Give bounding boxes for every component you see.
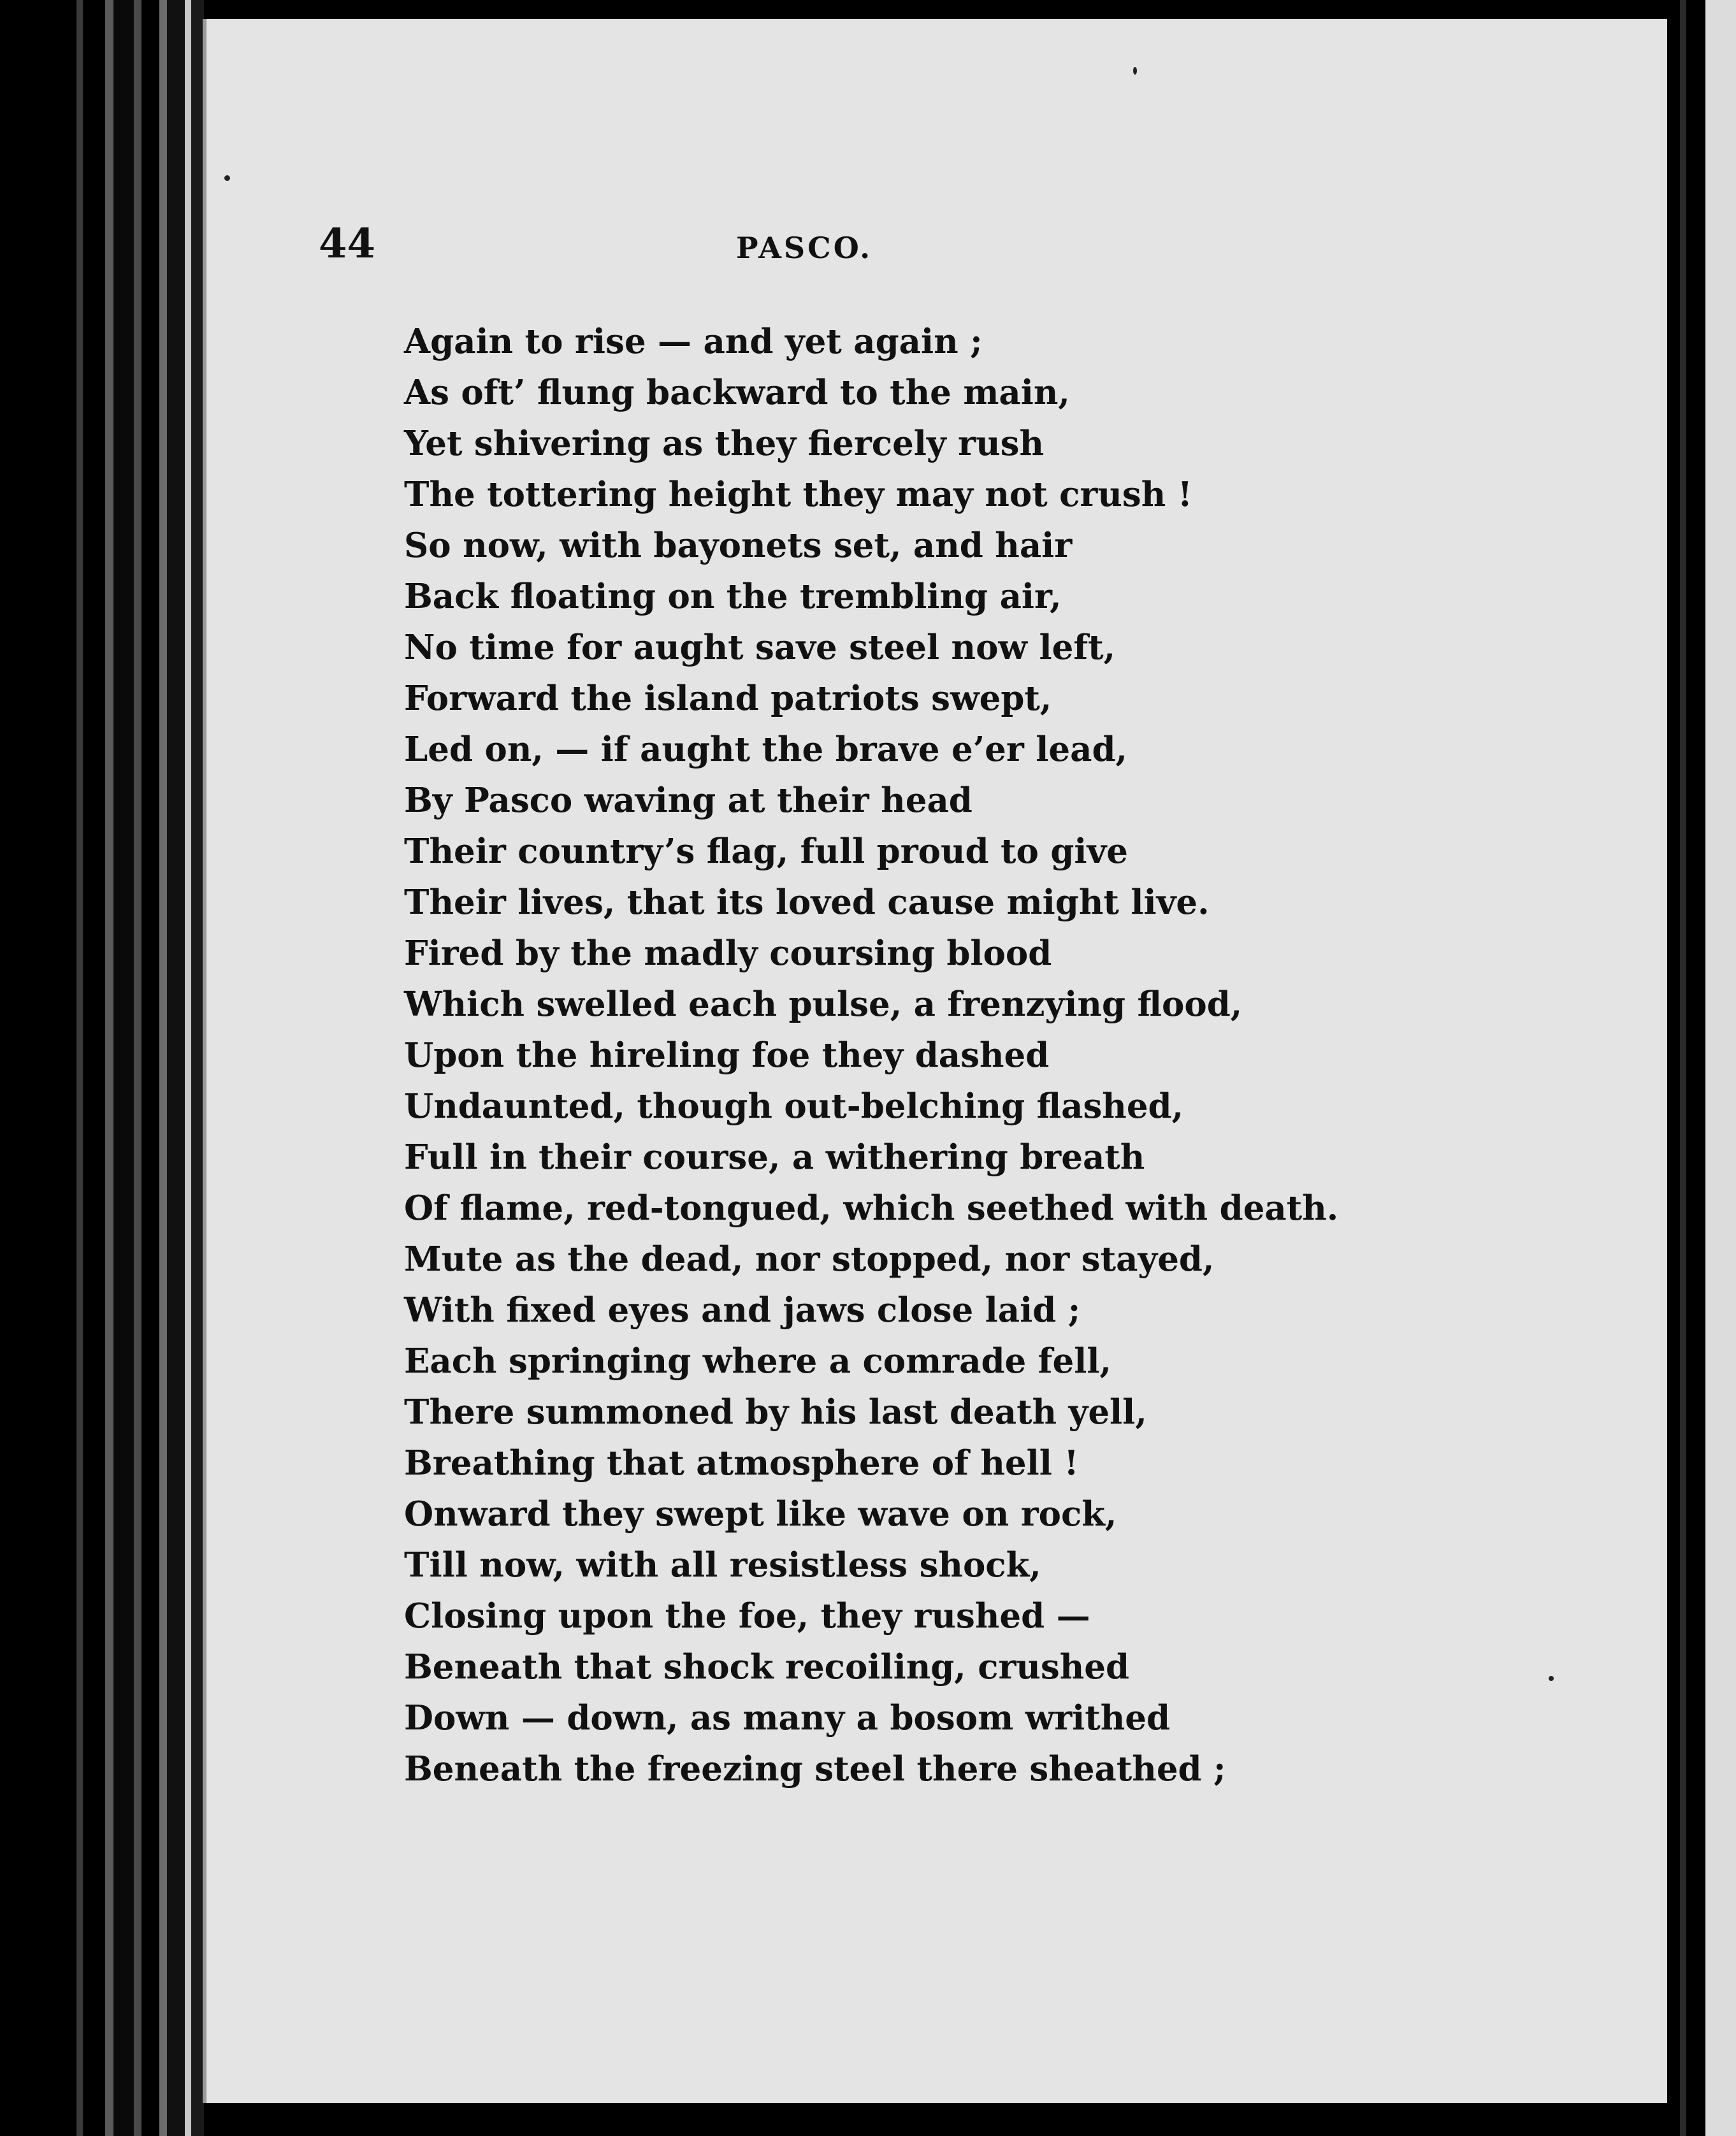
poem-line: By Pasco waving at their head xyxy=(404,781,973,820)
poem-line: Back floating on the trembling air, xyxy=(404,577,1062,616)
poem-line: Full in their course, a withering breath xyxy=(404,1137,1145,1177)
running-head: PASCO. xyxy=(736,231,873,265)
poem-line: Forward the island patriots swept, xyxy=(404,679,1052,718)
poem-line: Again to rise — and yet again ; xyxy=(404,322,983,361)
poem-line: The tottering height they may not crush ! xyxy=(404,475,1192,514)
poem-line: Down — down, as many a bosom writhed xyxy=(404,1698,1171,1738)
scan-speck xyxy=(1133,67,1137,75)
poem-line: Upon the hireling foe they dashed xyxy=(404,1036,1050,1075)
poem-line: Breathing that atmosphere of hell ! xyxy=(404,1443,1079,1483)
poem-text xyxy=(404,316,1338,1794)
poem-line: Of flame, red-tongued, which seethed with death. xyxy=(404,1188,1339,1228)
poem-line: Beneath the freezing steel there sheathed ; xyxy=(404,1749,1226,1789)
page-number: 44 xyxy=(319,220,376,268)
poem-line: Mute as the dead, nor stopped, nor stayed, xyxy=(404,1239,1215,1279)
poem-line: Undaunted, though out-belching flashed, xyxy=(404,1086,1184,1126)
poem-line: Led on, — if aught the brave e’er lead, xyxy=(404,730,1127,769)
poem-line: Which swelled each pulse, a frenzying flood, xyxy=(404,985,1243,1024)
poem-line: Till now, with all resistless shock, xyxy=(404,1545,1041,1585)
poem-line: Their lives, that its loved cause might live. xyxy=(404,883,1210,922)
poem-line: Fired by the madly coursing blood xyxy=(404,934,1052,973)
poem-line: Each springing where a comrade fell, xyxy=(404,1341,1111,1381)
poem-line: No time for aught save steel now left, xyxy=(404,628,1116,667)
poem-line: Closing upon the foe, they rushed — xyxy=(404,1596,1090,1636)
scan-speck xyxy=(224,175,230,181)
poem-line: With fixed eyes and jaws close laid ; xyxy=(404,1290,1081,1330)
poem-line: There summoned by his last death yell, xyxy=(404,1392,1147,1432)
book-binding-edge xyxy=(0,0,204,2136)
poem-line: Yet shivering as they fiercely rush xyxy=(404,424,1044,463)
next-page-edge xyxy=(1667,0,1736,2136)
poem-line: Their country’s flag, full proud to give xyxy=(404,832,1129,871)
poem-line: Onward they swept like wave on rock, xyxy=(404,1494,1117,1534)
scan-speck xyxy=(1549,1676,1554,1681)
poem-line: Beneath that shock recoiling, crushed xyxy=(404,1647,1130,1687)
poem-line: As oft’ flung backward to the main, xyxy=(404,373,1070,412)
poem-line: So now, with bayonets set, and hair xyxy=(404,526,1073,565)
